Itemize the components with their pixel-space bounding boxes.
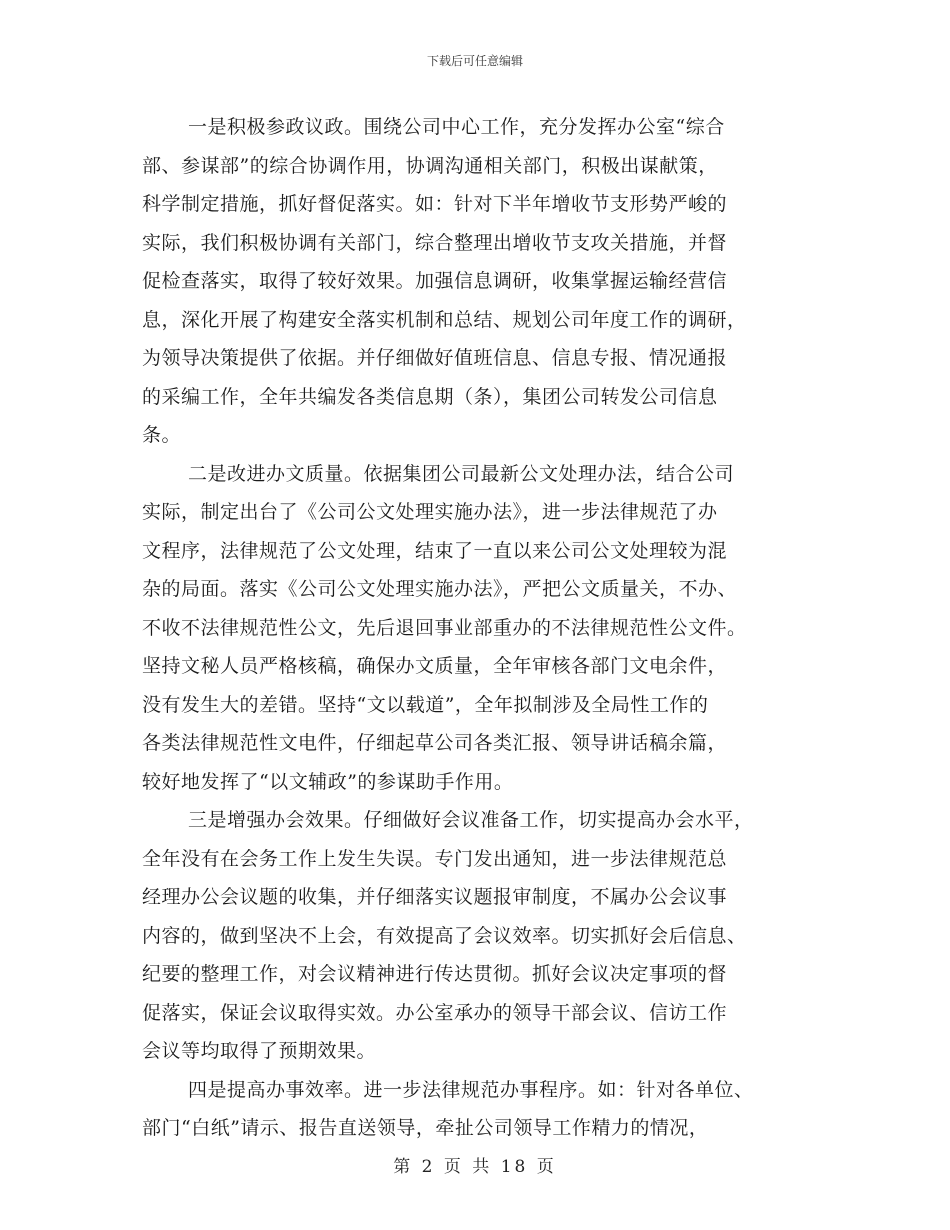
paragraph-3 [142,801,810,1071]
text-line: 全年没有在会务工作上发生失误。专门发出通知，进一步法律规范总 [142,847,728,870]
text-line: 实际，制定出台了《公司公文处理实施办法》，进一步法律规范了办 [142,501,718,523]
text-line: 科学制定措施，抓好督促落实。如：针对下半年增收节支形势严峻的 [142,193,728,215]
text-line: 为领导决策提供了依据。并仔细做好值班信息、信息专报、情况通报 [142,347,728,369]
text-line: 文程序，法律规范了公文处理，结束了一直以来公司公文处理较为混 [142,539,728,562]
text-line: 坚持文秘人员严格核稿，确保办文质量，全年审核各部门文电余件， [142,655,728,677]
text-line: 促检查落实，取得了较好效果。加强信息调研，收集掌握运输经营信 [142,270,728,292]
text-line: 四是提高办事效率。进一步法律规范办事程序。如：针对各单位、 [188,1078,754,1101]
paragraph-1 [142,108,810,455]
text-line: 三是增强办会效果。仔细做好会议准备工作，切实提高办会水平， [188,809,754,831]
document-body [142,108,810,1148]
text-line: 经理办公会议题的收集，并仔细落实议题报审制度，不属办公会议事 [142,886,728,908]
text-line: 的采编工作，全年共编发各类信息期（条），集团公司转发公司信息 [142,385,718,408]
text-line: 部、参谋部”的综合协调作用，协调沟通相关部门，积极出谋献策， [142,154,718,177]
page-number-footer: 第 2 页 共 18 页 [393,1157,557,1177]
text-line: 杂的局面。落实《公司公文处理实施办法》，严把公文质量关，不办、 [142,578,738,600]
text-line: 息，深化开展了构建安全落实机制和总结、规划公司年度工作的调研， [142,308,747,331]
paragraph-4 [142,1071,810,1148]
text-line: 促落实，保证会议取得实效。办公室承办的领导干部会议、信访工作 [142,1001,728,1024]
page-header-note: 下载后可任意编辑 [426,54,523,68]
text-line: 较好地发挥了“以文辅政”的参谋助手作用。 [142,770,514,793]
text-line: 条。 [142,424,182,446]
text-line: 内容的，做到坚决不上会，有效提高了会议效率。切实抓好会后信息、 [142,924,747,947]
text-line: 不收不法律规范性公文，先后退回事业部重办的不法律规范性公文件。 [142,616,747,639]
text-line: 会议等均取得了预期效果。 [142,1040,377,1062]
text-line: 一是积极参政议政。围绕公司中心工作，充分发挥办公室“综合 [188,116,725,138]
paragraph-2 [142,455,810,802]
text-line: 没有发生大的差错。坚持“文以载道”，全年拟制涉及全局性工作的 [142,693,709,716]
text-line: 部门“白纸”请示、报告直送领导，牵扯公司领导工作精力的情况， [142,1117,709,1139]
text-line: 实际，我们积极协调有关部门，综合整理出增收节支攻关措施，并督 [142,231,728,254]
text-line: 各类法律规范性文电件，仔细起草公司各类汇报、领导讲话稿余篇， [142,732,728,754]
text-line: 纪要的整理工作，对会议精神进行传达贯彻。抓好会议决定事项的督 [142,963,728,985]
text-line: 二是改进办文质量。依据集团公司最新公文处理办法，结合公司 [188,462,735,485]
